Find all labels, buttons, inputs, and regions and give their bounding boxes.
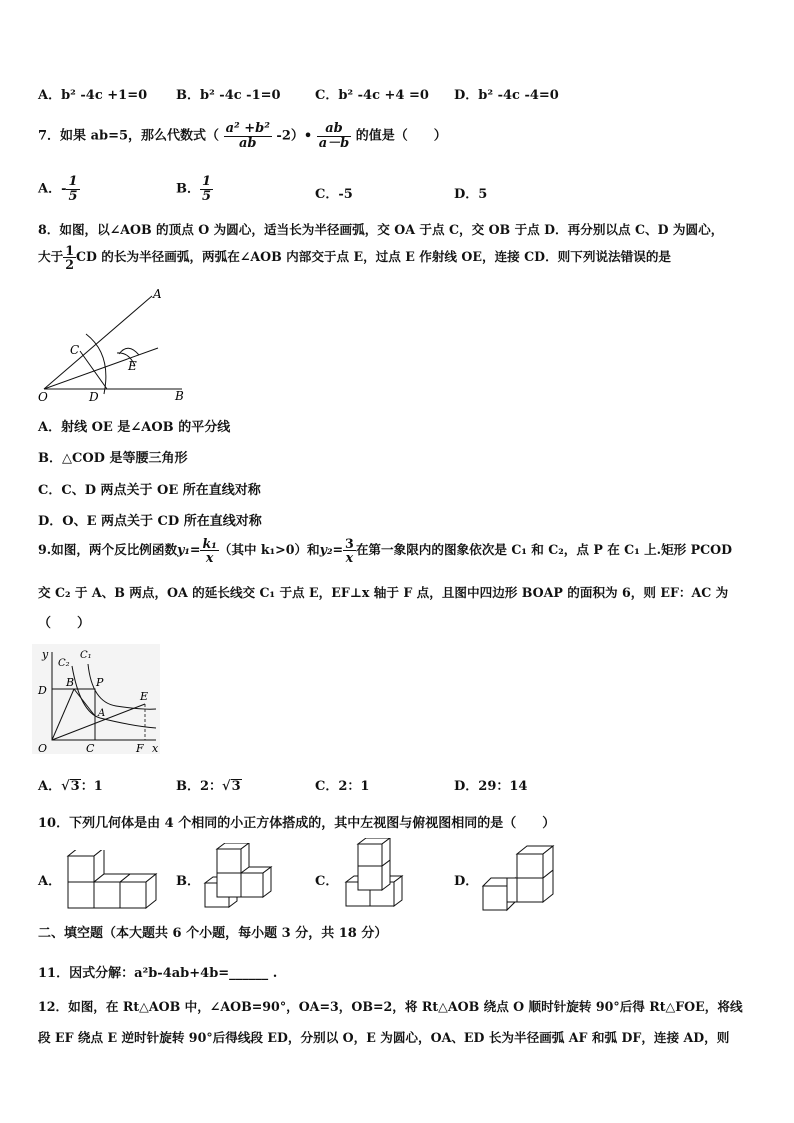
label-d: D — [38, 684, 47, 697]
label-o: O — [38, 742, 48, 755]
q6-option-b: B．b² -4c -1=0 — [176, 88, 281, 103]
q10-option-b-label: B． — [176, 874, 200, 889]
section-2-title: 二、填空题（本大题共 6 个小题，每小题 3 分，共 18 分） — [38, 926, 388, 941]
q6-option-c: C．b² -4c +4 =0 — [315, 88, 429, 103]
label-o: O — [38, 390, 48, 404]
q10-option-c-cubes — [344, 838, 414, 910]
label-f: F — [136, 742, 144, 755]
q7-fraction-2: $\frac{ab}{a-b}$ — [318, 121, 350, 151]
label-b: B — [66, 676, 75, 689]
q7-stem — [38, 122, 447, 150]
label-d: D — [89, 390, 99, 404]
label-c: C — [70, 343, 80, 357]
label-y: y — [42, 648, 49, 661]
q8-line-2: 大于 $\frac{1}{2}$ CD 的长为半径画弧，两弧在∠AOB 内部交于点 E，过点 E 作射线 OE，连接 CD．则下列说法错误的是 — [38, 243, 672, 273]
label-c1: C₁ — [80, 650, 92, 661]
q8-line-1: 8．如图，以∠AOB 的顶点 O 为圆心，适当长为半径画弧，交 OA 于点 C，交 OB 于点 D．再分别以点 C、D 为圆心， — [38, 222, 724, 237]
ray-oe — [44, 348, 158, 389]
ray-oa — [44, 296, 152, 389]
q9-line-1: 9.如图，两个反比例函数y₁= $\frac{\text{k₁}}{x}$ （其中 k₁>0）和y₂= $\frac{3}{x}$ 在第一象限内的图象依次是 C₁ 和 C₂，点 P 在 C₁ 上.矩形 PCOD — [38, 536, 733, 566]
q8-option-c: C．C、D 两点关于 OE 所在直线对称 — [38, 483, 261, 498]
q7-prefix: 7．如果 ab=5，那么代数式（ — [38, 128, 220, 144]
q6-option-d: D．b² -4c -4=0 — [454, 88, 559, 103]
label-p: P — [96, 676, 104, 689]
q9-option-a: A．√3：1 — [38, 779, 103, 794]
q7-option-d: D．5 — [454, 187, 488, 202]
q10-option-c-label: C． — [315, 874, 339, 889]
q8-angle-figure — [34, 284, 194, 406]
label-c2: C₂ — [58, 658, 70, 669]
q6-option-a: A．b² -4c +1=0 — [38, 88, 148, 103]
q9-function-figure — [32, 644, 162, 756]
q7-fraction-1: $\frac{\text{a² +b²}}{ab}$ — [225, 121, 270, 151]
label-x: x — [152, 742, 159, 755]
q8-option-a: A．射线 OE 是∠AOB 的平分线 — [38, 420, 231, 435]
q10-option-d-label: D． — [454, 874, 479, 889]
label-e: E — [140, 690, 149, 703]
q9-line-3: （ ） — [38, 616, 91, 631]
q7-option-b: B． $\frac{1}{5}$ — [176, 174, 212, 204]
q10-option-b-cubes — [203, 843, 279, 913]
label-e: E — [128, 359, 137, 373]
q10-option-a-label: A． — [38, 874, 62, 889]
q7-option-a: A．- $\frac{1}{5}$ — [38, 174, 78, 204]
label-c: C — [86, 742, 95, 755]
arc-from-d — [119, 348, 139, 355]
q9-line-2: 交 C₂ 于 A、B 两点，OA 的延长线交 C₁ 于点 E，EF⊥x 轴于 F 点，且图中四边形 BOAP 的面积为 6，则 EF：AC 为 — [38, 585, 729, 600]
q9-option-b: B．2：√3 — [176, 779, 241, 794]
q10-stem: 10．下列几何体是由 4 个相同的小正方体搭成的，其中左视图与俯视图相同的是（ ） — [38, 816, 556, 831]
q12-line-2: 段 EF 绕点 E 逆时针旋转 90°后得线段 ED，分别以 O，E 为圆心，OA、ED 长为半径画弧 AF 和弧 DF，连接 AD，则 — [38, 1030, 730, 1045]
q11-stem: 11．因式分解：a²b-4ab+4b=______ . — [38, 966, 278, 981]
label-b: B — [175, 389, 184, 403]
q7-mid: -2）• — [276, 128, 313, 144]
q10-option-d-cubes — [481, 842, 561, 912]
q8-option-d: D．O、E 两点关于 CD 所在直线对称 — [38, 514, 262, 529]
q10-option-a-cubes — [66, 850, 162, 912]
q12-line-1: 12．如图，在 Rt△AOB 中，∠AOB=90°，OA=3，OB=2，将 Rt△AOB 绕点 O 顺时针旋转 90°后得 Rt△FOE，将线 — [38, 999, 743, 1014]
label-a: A — [153, 287, 162, 301]
q9-option-c: C．2：1 — [315, 779, 370, 794]
q8-option-b: B．△COD 是等腰三角形 — [38, 451, 188, 466]
q9-option-d: D．29：14 — [454, 779, 528, 794]
label-a: A — [98, 708, 106, 719]
q7-option-c: C．-5 — [315, 187, 353, 202]
q7-suffix: 的值是（ ） — [355, 128, 447, 144]
